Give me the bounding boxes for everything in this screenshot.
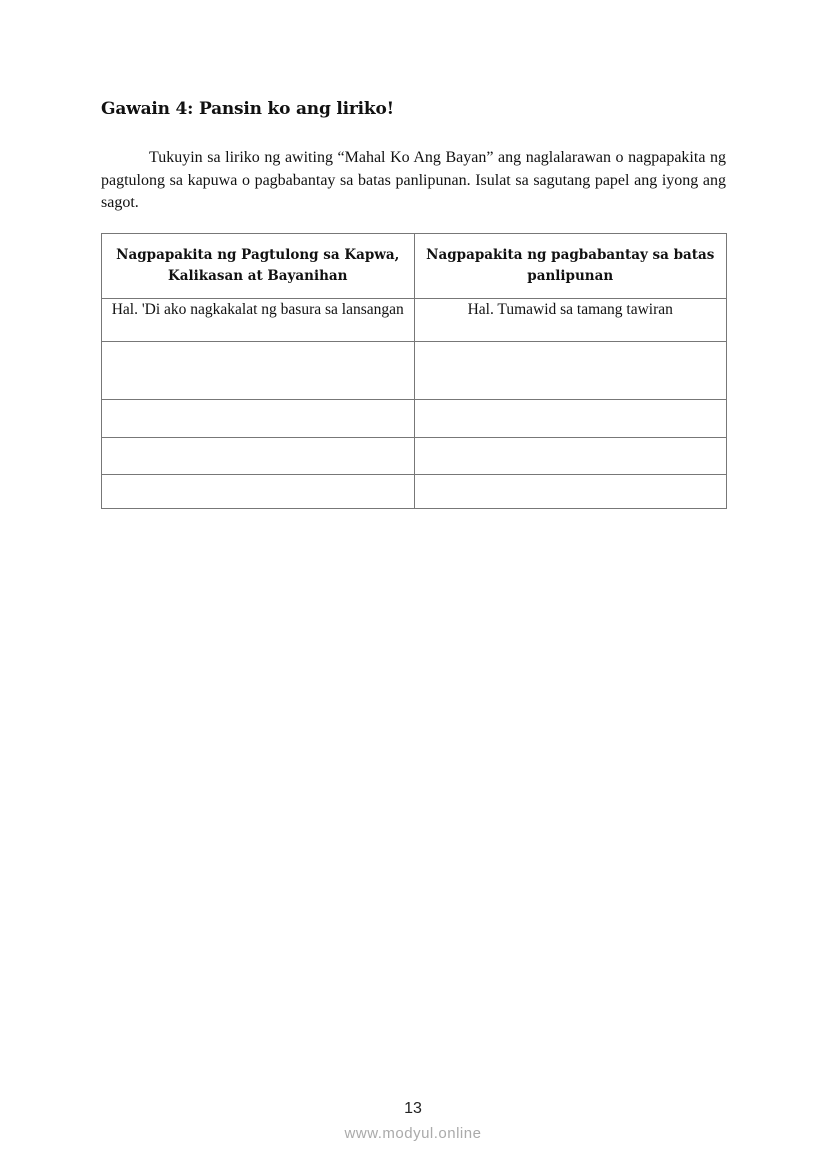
header-helping-others: Nagpapakita ng Pagtulong sa Kapwa, Kalikasan at Bayanihan	[102, 234, 415, 299]
instruction-paragraph: Tukuyin sa liriko ng awiting “Mahal Ko Ang Bayan” ang naglalarawan o nagpapakita ng pagtulong sa kapuwa o pagbabantay sa batas panlipunan. Isulat sa sagutang papel ang iyong ang sagot.	[101, 149, 726, 211]
table-cell	[102, 400, 415, 438]
table-cell	[102, 438, 415, 475]
answer-table	[101, 233, 727, 509]
table-cell	[414, 475, 727, 509]
table-cell	[102, 475, 415, 509]
footer-watermark: www.modyul.online	[344, 1125, 482, 1142]
table-cell: Hal. 'Di ako nagkakalat ng basura sa lansangan	[102, 299, 415, 342]
table-cell	[414, 400, 727, 438]
table-header-row	[102, 234, 727, 299]
table-cell	[414, 438, 727, 475]
header-social-law: Nagpapakita ng pagbabantay sa batas panlipunan	[414, 234, 727, 299]
table-cell: Hal. Tumawid sa tamang tawiran	[414, 299, 727, 342]
table-row	[102, 342, 727, 400]
page-number: 13	[404, 1100, 422, 1117]
table-cell	[414, 342, 727, 400]
table-row	[102, 438, 727, 475]
table-row	[102, 299, 727, 342]
activity-heading: Gawain 4: Pansin ko ang liriko!	[101, 99, 394, 119]
table-row	[102, 475, 727, 509]
table-row	[102, 400, 727, 438]
table-cell	[102, 342, 415, 400]
